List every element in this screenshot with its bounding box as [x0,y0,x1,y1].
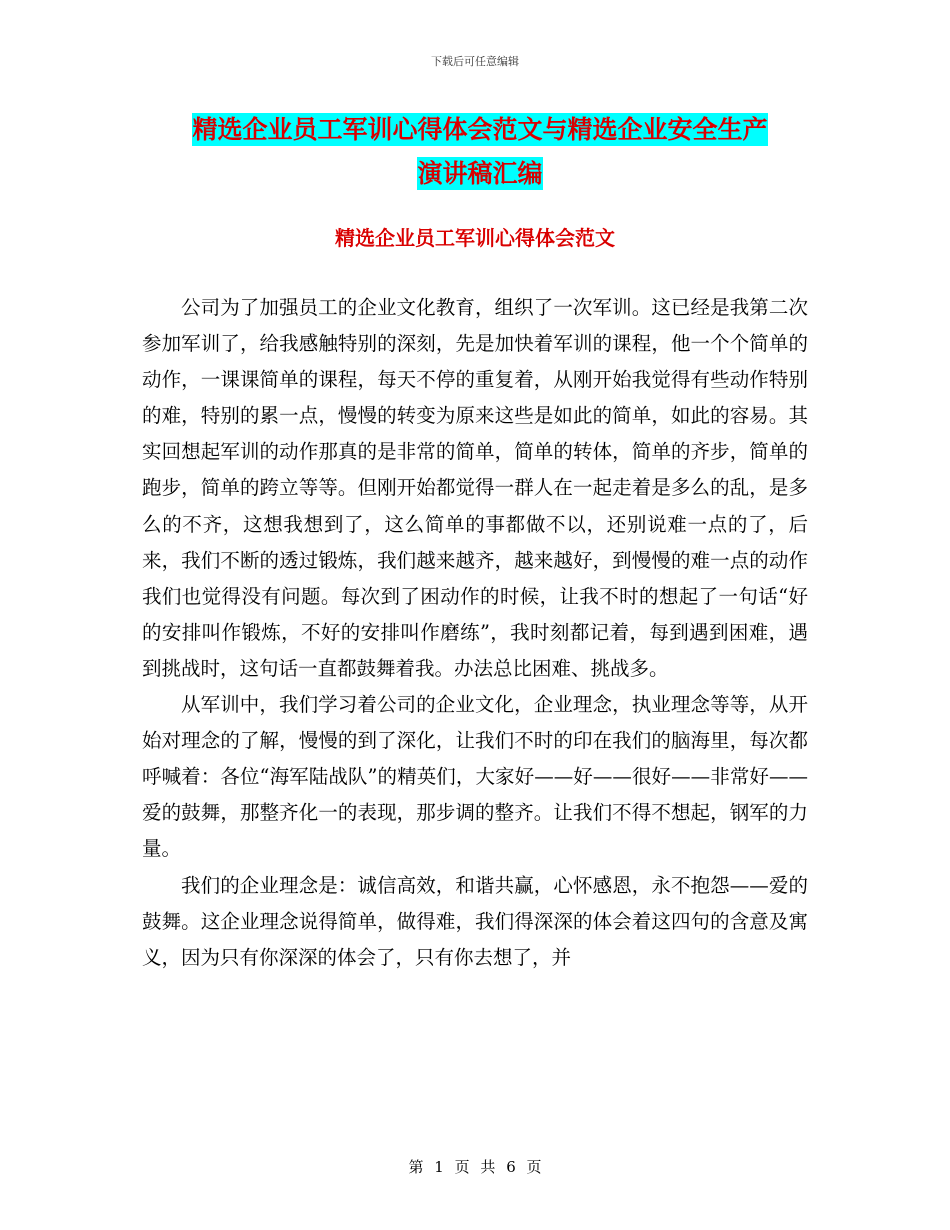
footer-suffix: 页 [526,1158,542,1176]
section-heading: 精选企业员工军训心得体会范文 [335,226,615,250]
paragraph-1: 公司为了加强员工的企业文化教育，组织了一次军训。这已经是我第二次参加军训了，给我感触特别的深刻，先是加快着军训的课程，他一个个简单的动作，一课课简单的课程，每天不停的重复着，从刚开始我觉得有些动作特别的难，特别的累一点，慢慢的转变为原来这些是如此的简单，如此的容易。其实回想起军训的动作那真的是非常的简单，简单的转体，简单的齐步，简单的跑步，简单的跨立等等。但刚开始都觉得一群人在一起走着是多么的乱，是多么的不齐，这想我想到了，这么简单的事都做不以，还别说难一点的了，后来，我们不断的透过锻炼，我们越来越齐，越来越好，到慢慢的难一点的动作我们也觉得没有问题。每次到了困动作的时候，让我不时的想起了一句话“好的安排叫作锻炼，不好的安排叫作磨练”，我时刻都记着，每到遇到困难，遇到挑战时，这句话一直都鼓舞着我。办法总比困难、挑战多。 [142,296,808,680]
body-text [142,290,808,976]
footer-page-number: 1 [434,1158,444,1176]
paragraph-3: 我们的企业理念是：诚信高效，和谐共赢，心怀感恩，永不抱怨——爱的鼓舞。这企业理念说得简单，做得难，我们得深深的体会着这四句的含意及寓义，因为只有你深深的体会了，只有你去想了，并 [142,873,808,969]
footer-prefix: 第 [408,1158,424,1176]
paragraph-2: 从军训中，我们学习着公司的企业文化，企业理念，执业理念等等，从开始对理念的了解，慢慢的到了深化，让我们不时的印在我们的脑海里，每次都呼喊着：各位“海军陆战队”的精英们，大家好——好——很好——非常好——爱的鼓舞，那整齐化一的表现，那步调的整齐。让我们不得不想起，钢军的力量。 [142,693,808,861]
document-title [140,108,820,196]
page-footer [0,1156,950,1177]
document-title-line1: 精选企业员工军训心得体会范文与精选企业安全生产 [192,115,768,144]
header-note: 下载后可任意编辑 [431,55,519,68]
document-title-line2: 演讲稿汇编 [417,159,543,188]
footer-total-pages: 6 [506,1158,516,1176]
footer-middle2: 共 [480,1158,496,1176]
footer-middle1: 页 [454,1158,470,1176]
